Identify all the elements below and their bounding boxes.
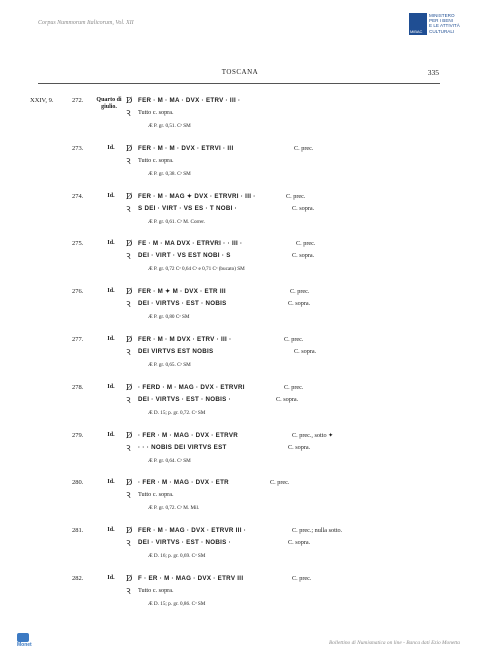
denomination: Id. xyxy=(107,240,115,247)
obverse-symbol: D̸ xyxy=(126,287,133,297)
series-header: Corpus Nummorum Italicorum, Vol. XII xyxy=(38,20,134,26)
reverse-symbol: Ꝛ xyxy=(126,300,131,310)
entry-number: 281. xyxy=(72,527,84,535)
entry-number: 275. xyxy=(72,240,84,248)
reverse-legend: DEI VIRTVS EST NOBIS xyxy=(138,348,214,355)
reverse-legend: S DEI · VIRT · VS ES · T NOBI · xyxy=(138,204,238,212)
entry-number: 274. xyxy=(72,192,84,200)
obverse-symbol: D̸ xyxy=(126,430,133,440)
reverse-legend: DEI · VIRTVS · EST · NOBIS · xyxy=(138,395,231,403)
denomination: Id. xyxy=(107,479,115,486)
catalogue-entry xyxy=(30,193,450,237)
specimen-data: Æ P. gr. 0,51. Cᵃ SM xyxy=(148,123,191,129)
monet-logo: Monet xyxy=(17,633,41,647)
reverse-symbol: Ꝛ xyxy=(126,348,131,357)
page-title: TOSCANA xyxy=(221,68,259,76)
obverse-note: C. prec.; nulla sotto. xyxy=(292,527,343,535)
catalogue-entry xyxy=(30,479,450,523)
catalogue-entry xyxy=(30,336,450,380)
reverse-symbol: Ꝛ xyxy=(126,156,131,166)
obverse-legend: FER · M · M DVX · ETRV · III · xyxy=(138,336,232,343)
entry-number: 282. xyxy=(72,575,84,582)
denomination: Quarto di giulio. xyxy=(96,97,122,110)
plate-reference: XXIV, 9. xyxy=(30,97,54,104)
reverse-legend: Tutto c. sopra. xyxy=(138,109,174,116)
catalogue-entry xyxy=(30,145,450,189)
reverse-note: C. sopra. xyxy=(288,539,311,547)
monet-logo-mark xyxy=(17,633,29,642)
entry-number: 272. xyxy=(72,97,84,104)
obverse-symbol: D̸ xyxy=(126,526,133,536)
specimen-data: Æ P. gr. 0,61. Cᵃ M. Correr. xyxy=(148,218,206,225)
obverse-legend: FER · M · M · DVX · ETRVI · III xyxy=(138,144,234,152)
page-number: 335 xyxy=(427,68,439,77)
specimen-data: Æ D. 15; p. gr. 0,86. Cᵃ SM xyxy=(148,601,206,607)
reverse-legend: · · · NOBIS DEI VIRTVS EST xyxy=(138,443,227,451)
obverse-note: C. prec. xyxy=(294,144,314,152)
entry-number: 280. xyxy=(72,479,84,487)
obverse-legend: · FERD · M · MAG · DVX · ETRVRI xyxy=(138,383,245,391)
reverse-symbol: Ꝛ xyxy=(126,443,131,453)
obverse-symbol: D̸ xyxy=(126,574,133,583)
reverse-symbol: Ꝛ xyxy=(126,109,131,118)
specimen-data: Æ P. gr. 0,72. Cᵃ M. Mil. xyxy=(148,505,200,512)
reverse-legend: DEI · VIRTVS · EST · NOBIS xyxy=(138,300,227,308)
obverse-note: C. prec. xyxy=(270,479,290,487)
entry-number: 279. xyxy=(72,431,84,439)
obverse-note: C. prec., sotto ✦ xyxy=(292,431,334,439)
mibac-logo-text: MINISTERO PER I BENI E LE ATTIVITÀ CULTURALI xyxy=(429,13,460,34)
denomination: Id. xyxy=(107,288,115,295)
obverse-legend: FER · M · MA · DVX · ETRV · III · xyxy=(138,97,241,104)
reverse-legend: Tutto c. sopra. xyxy=(138,156,174,164)
obverse-symbol: D̸ xyxy=(126,478,133,488)
reverse-note: C. sopra. xyxy=(292,204,315,212)
obverse-symbol: D̸ xyxy=(126,96,133,105)
catalogue-entry xyxy=(30,97,450,141)
denomination: Id. xyxy=(107,336,115,342)
obverse-note: C. prec. xyxy=(296,240,316,248)
entry-number: 278. xyxy=(72,383,84,391)
catalogue-entry xyxy=(30,527,450,571)
obverse-note: C. prec. xyxy=(286,192,306,200)
reverse-note: C. sopra. xyxy=(294,348,317,355)
specimen-data: Æ P. gr. 0,38. Cᵃ SM xyxy=(148,170,191,177)
specimen-data: Æ P. gr. 0,80 Cᵃ SM xyxy=(148,314,190,321)
obverse-symbol: D̸ xyxy=(126,239,133,249)
reverse-note: C. sopra. xyxy=(292,252,315,260)
reverse-legend: DEI · VIRTVS · EST · NOBIS · xyxy=(138,539,231,547)
obverse-note: C. prec. xyxy=(284,336,304,343)
reverse-note: C. sopra. xyxy=(276,395,299,403)
reverse-note: C. sopra. xyxy=(288,300,311,308)
obverse-symbol: D̸ xyxy=(126,143,133,153)
obverse-legend: · FER · M · MAG · DVX · ETRVR xyxy=(138,431,239,439)
catalogue-entry xyxy=(30,288,450,332)
mibac-logo-mark: MiBAC xyxy=(409,13,427,35)
page-header xyxy=(38,68,442,82)
footer-credit: Bollettino di Numismatica on line - Banca dati Ezio Monetta xyxy=(328,640,460,646)
obverse-legend: · FER · M · MAG · DVX · ETR xyxy=(138,479,229,487)
mibac-logo xyxy=(409,11,467,41)
denomination: Id. xyxy=(107,192,115,199)
entry-number: 277. xyxy=(72,336,84,343)
denomination: Id. xyxy=(107,431,115,438)
reverse-legend: DEI · VIRT · VS EST NOBI · S xyxy=(138,252,231,260)
header-rule xyxy=(38,83,440,84)
catalogue-entry xyxy=(30,432,450,476)
catalogue-entry xyxy=(30,384,450,428)
specimen-data: Æ D. 15; p. gr. 0,72. Cᵃ SM xyxy=(148,409,206,416)
entry-number: 276. xyxy=(72,288,84,296)
specimen-data: Æ D. 16; p. gr. 0,69. Cᵃ SM xyxy=(148,553,206,560)
obverse-symbol: D̸ xyxy=(126,191,133,201)
reverse-note: C. sopra. xyxy=(288,443,311,451)
specimen-data: Æ P. gr. 0,64. Cᵃ SM xyxy=(148,457,191,464)
reverse-symbol: Ꝛ xyxy=(126,252,131,262)
reverse-symbol: Ꝛ xyxy=(126,204,131,214)
obverse-note: C. prec. xyxy=(290,288,310,296)
reverse-legend: Tutto c. sopra. xyxy=(138,491,174,499)
obverse-legend: FE · M · MA DVX · ETRVRI · · III · xyxy=(138,240,243,248)
denomination: Id. xyxy=(107,383,115,390)
denomination: Id. xyxy=(107,144,115,151)
specimen-data: Æ P. gr. 0,65. Cᵃ SM xyxy=(148,362,191,368)
obverse-legend: FER · M · MAG · DVX · ETRVR III · xyxy=(138,527,247,535)
obverse-legend: FER · M ✦ M · DVX · ETR III xyxy=(138,288,226,296)
specimen-data: Æ P. gr. 0,72 Cᵃ 0,64 Cᵃ e 0,71 Cᵃ (bucato) SM xyxy=(148,266,245,273)
denomination: Id. xyxy=(107,575,115,581)
denomination: Id. xyxy=(107,527,115,534)
obverse-note: C. prec. xyxy=(292,575,312,582)
obverse-symbol: D̸ xyxy=(126,382,133,392)
reverse-symbol: Ꝛ xyxy=(126,539,131,549)
obverse-symbol: D̸ xyxy=(126,335,133,344)
obverse-legend: FER · M · MAG ✦ DVX · ETRVRI · III · xyxy=(138,192,256,200)
catalogue-entry xyxy=(30,575,450,619)
obverse-legend: F · ER · M · MAG · DVX · ETRV III xyxy=(138,575,244,582)
reverse-symbol: Ꝛ xyxy=(126,395,131,405)
reverse-symbol: Ꝛ xyxy=(126,587,131,596)
reverse-legend: Tutto c. sopra. xyxy=(138,587,174,594)
reverse-symbol: Ꝛ xyxy=(126,491,131,501)
entry-number: 273. xyxy=(72,144,84,152)
obverse-note: C. prec. xyxy=(284,383,304,391)
catalogue-entry xyxy=(30,240,450,284)
